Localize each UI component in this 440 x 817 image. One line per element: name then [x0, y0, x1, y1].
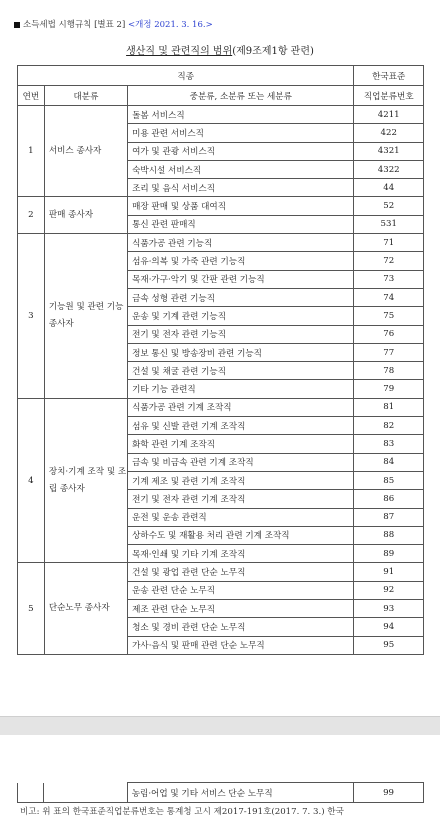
sub-category: 매장 판매 및 상품 대여직	[128, 197, 354, 215]
sub-category: 운전 및 운송 관련직	[128, 508, 354, 526]
sub-cell: 농림·어업 및 기타 서비스 단순 노무직	[127, 783, 353, 803]
occupation-code: 75	[354, 307, 424, 325]
major-cell	[43, 783, 127, 803]
major-category: 서비스 종사자	[44, 106, 127, 197]
sub-category: 운송 및 기계 관련 기능직	[128, 307, 354, 325]
sub-category: 목재·인쇄 및 기타 기계 조작직	[128, 545, 354, 563]
sub-category: 섬유 및 신발 관련 기계 조작직	[128, 417, 354, 435]
title-main: 생산직 및 관련직의 범위	[126, 46, 233, 57]
occupation-code: 74	[354, 288, 424, 306]
table-row	[18, 783, 424, 803]
occupation-code: 76	[354, 325, 424, 343]
occupation-code: 83	[354, 435, 424, 453]
header-sub: 중분류, 소분류 또는 세분류	[128, 86, 354, 106]
revision-link[interactable]: <개정 2021. 3. 16.>	[127, 20, 213, 30]
row-number: 5	[18, 563, 45, 654]
sub-category: 여가 및 관광 서비스직	[128, 142, 354, 160]
sub-category: 정보 통신 및 방송장비 관련 기능직	[128, 343, 354, 361]
sub-category: 운송 관련 단순 노무직	[128, 581, 354, 599]
header-source: 소득세법 시행규칙 [별표 2]	[23, 20, 126, 30]
occupation-code: 84	[354, 453, 424, 471]
occupation-code: 91	[354, 563, 424, 581]
occupation-code: 531	[354, 215, 424, 233]
sub-category: 미용 관련 서비스직	[128, 124, 354, 142]
occupation-code: 94	[354, 618, 424, 636]
header-code-1: 한국표준	[354, 66, 424, 86]
sub-category: 청소 및 경비 관련 단순 노무직	[128, 618, 354, 636]
document-title	[0, 42, 440, 57]
footnote: 비고: 위 표의 한국표준직업분류번호는 통계청 고시 제2017-191호(2017. 7. 3.) 한국	[20, 807, 344, 817]
major-category: 장치·기계 조작 및 조립 종사자	[44, 398, 127, 563]
sub-category: 기타 기능 관련직	[128, 380, 354, 398]
occupation-code: 79	[354, 380, 424, 398]
sub-category: 돌봄 서비스직	[128, 106, 354, 124]
occupation-code: 88	[354, 526, 424, 544]
occupation-code: 78	[354, 362, 424, 380]
sub-category: 상하수도 및 재활용 처리 관련 기계 조작직	[128, 526, 354, 544]
table-row	[18, 398, 424, 416]
table-row	[18, 197, 424, 215]
occupation-table-continued	[17, 782, 424, 803]
sub-category: 건설 및 광업 관련 단순 노무직	[128, 563, 354, 581]
sub-category: 조리 및 음식 서비스직	[128, 179, 354, 197]
sub-category: 제조 관련 단순 노무직	[128, 600, 354, 618]
sub-category: 통신 관련 판매직	[128, 215, 354, 233]
page-divider	[0, 716, 440, 736]
occupation-code: 85	[354, 471, 424, 489]
title-ref: (제9조제1항 관련)	[232, 46, 314, 57]
code-cell: 99	[354, 783, 424, 803]
occupation-code: 44	[354, 179, 424, 197]
major-category: 판매 종사자	[44, 197, 127, 234]
header-no: 연번	[18, 86, 45, 106]
sub-category: 식품가공 관련 기계 조작직	[128, 398, 354, 416]
occupation-code: 95	[354, 636, 424, 654]
sub-category: 건설 및 채굴 관련 기능직	[128, 362, 354, 380]
occupation-code: 93	[354, 600, 424, 618]
occupation-code: 4322	[354, 160, 424, 178]
occupation-code: 89	[354, 545, 424, 563]
row-number: 1	[18, 106, 45, 197]
occupation-code: 71	[354, 234, 424, 252]
sub-category: 숙박시설 서비스직	[128, 160, 354, 178]
row-number: 3	[18, 234, 45, 399]
sub-category: 화학 관련 기계 조작직	[128, 435, 354, 453]
row-number: 4	[18, 398, 45, 563]
occupation-code: 422	[354, 124, 424, 142]
occupation-code: 4211	[354, 106, 424, 124]
document-page-2	[0, 735, 440, 816]
major-category: 기능원 및 관련 기능 종사자	[44, 234, 127, 399]
sub-category: 전기 및 전자 관련 기능직	[128, 325, 354, 343]
bullet-square-icon	[14, 22, 20, 28]
sub-category: 가사·음식 및 판매 관련 단순 노무직	[128, 636, 354, 654]
row-number: 2	[18, 197, 45, 234]
occupation-table	[17, 65, 424, 655]
table-row	[18, 563, 424, 581]
occupation-code: 82	[354, 417, 424, 435]
occupation-code: 92	[354, 581, 424, 599]
header-occupation: 직종	[18, 66, 354, 86]
table-row	[18, 106, 424, 124]
sub-category: 금속 및 비금속 관련 기계 조작직	[128, 453, 354, 471]
occupation-code: 72	[354, 252, 424, 270]
sub-category: 전기 및 전자 관련 기계 조작직	[128, 490, 354, 508]
table-row	[18, 234, 424, 252]
document-header	[14, 18, 213, 30]
occupation-code: 87	[354, 508, 424, 526]
occupation-code: 81	[354, 398, 424, 416]
header-major: 대분류	[44, 86, 127, 106]
occupation-code: 52	[354, 197, 424, 215]
sub-category: 금속 성형 관련 기능직	[128, 288, 354, 306]
sub-category: 기계 제조 및 관련 기계 조작직	[128, 471, 354, 489]
sub-category: 섬유·의복 및 가죽 관련 기능직	[128, 252, 354, 270]
sub-category: 식품가공 관련 기능직	[128, 234, 354, 252]
occupation-code: 86	[354, 490, 424, 508]
occupation-code: 73	[354, 270, 424, 288]
header-code-2: 직업분류번호	[354, 86, 424, 106]
occupation-code: 77	[354, 343, 424, 361]
occupation-code: 4321	[354, 142, 424, 160]
no-cell	[18, 783, 44, 803]
sub-category: 목재·가구·악기 및 간판 관련 기능직	[128, 270, 354, 288]
major-category: 단순노무 종사자	[44, 563, 127, 654]
